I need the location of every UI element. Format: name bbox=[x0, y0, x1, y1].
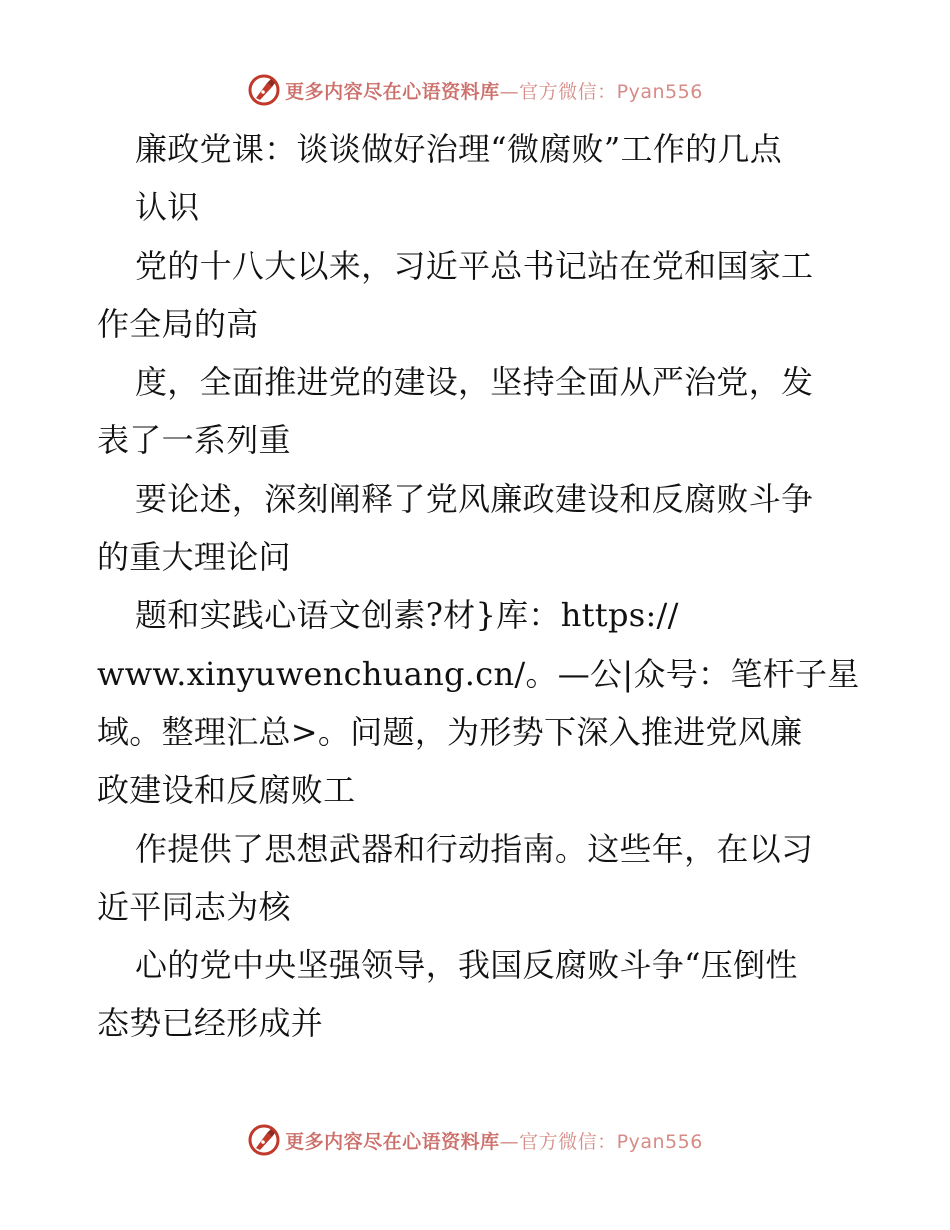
paragraph-line: 域。整理汇总>。问题，为形势下深入推进党风廉 bbox=[97, 712, 803, 751]
header-watermark-text bbox=[285, 77, 703, 104]
header-watermark-content bbox=[247, 73, 703, 107]
header-watermark bbox=[0, 70, 950, 110]
paragraph-line-url: www.xinyuwenchuang.cn/。—公|众号：笔杆子星 bbox=[97, 654, 860, 693]
paragraph-line: 作提供了思想武器和行动指南。这些年，在以习 bbox=[135, 829, 814, 868]
paragraph-line: 政建设和反腐败工 bbox=[97, 771, 356, 810]
header-contact-text: —官方微信：Pyan556 bbox=[499, 80, 703, 103]
footer-watermark bbox=[0, 1120, 950, 1160]
document-title-line-1: 廉政党课：谈谈做好治理“微腐败”工作的几点 bbox=[135, 130, 783, 168]
paragraph-line: 态势已经形成并 bbox=[97, 1004, 324, 1043]
paragraph-line: 表了一系列重 bbox=[97, 421, 291, 460]
pen-nib-logo-icon bbox=[247, 73, 281, 107]
document-title-line-2: 认识 bbox=[135, 188, 200, 227]
paragraph-line: 作全局的高 bbox=[97, 304, 259, 343]
paragraph-line: 的重大理论问 bbox=[97, 538, 291, 577]
pen-nib-logo-icon bbox=[247, 1123, 281, 1157]
footer-brand-text: 更多内容尽在心语资料库 bbox=[285, 1130, 500, 1153]
document-body bbox=[97, 120, 860, 1053]
paragraph-line: 心的党中央坚强领导，我国反腐败斗争“压倒性 bbox=[135, 946, 798, 985]
paragraph-line: 度，全面推进党的建设，坚持全面从严治党，发 bbox=[135, 363, 814, 402]
header-brand-text: 更多内容尽在心语资料库 bbox=[285, 80, 500, 103]
paragraph-line: 要论述，深刻阐释了党风廉政建设和反腐败斗争 bbox=[135, 479, 814, 518]
paragraph-line: 近平同志为核 bbox=[97, 887, 291, 926]
footer-watermark-text bbox=[285, 1127, 703, 1154]
footer-watermark-content bbox=[247, 1123, 703, 1157]
paragraph-line: 题和实践心语文创素?材}库：https:// bbox=[135, 596, 679, 635]
paragraph-line: 党的十八大以来，习近平总书记站在党和国家工 bbox=[135, 246, 814, 285]
footer-contact-text: —官方微信：Pyan556 bbox=[499, 1130, 703, 1153]
